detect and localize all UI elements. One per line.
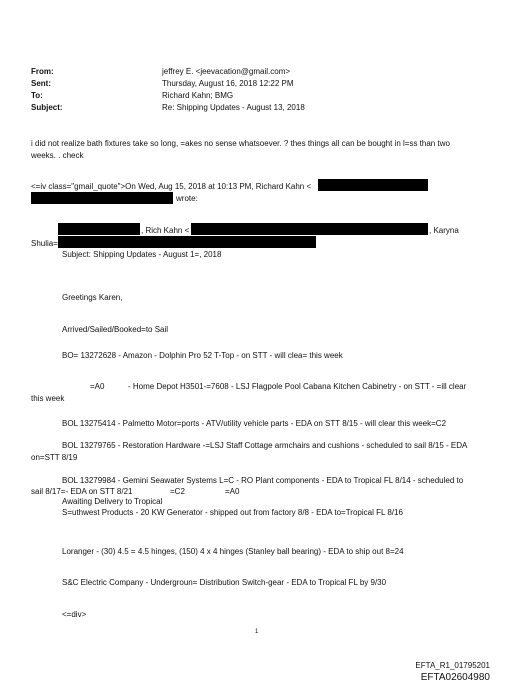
bol-line-4d: =A0 [225,487,240,496]
to-value: Richard Kahn; BMG [162,91,234,100]
bol-line-4a: BOL 13279984 - Gemini Seawater Systems L=C - RO Plant components - EDA to Tropical FL 8/14 - scheduled to [62,476,464,485]
quote-wrote: wrote: [176,194,198,203]
sent-value: Thursday, August 16, 2018 12:22 PM [162,79,294,88]
div-close: <=div> [62,610,87,619]
bol-line-3a: BOL 13279765 - Restoration Hardware -=LSJ Staff Cottage armchairs and cushions - scheduled to sail 8/15 - EDA [62,441,468,450]
quote-karyna: , Karyna [429,226,459,235]
this-week: this week [31,394,65,403]
reply-line-1: i did not realize bath fixtures take so long, =akes no sense whatsoever. ? thes things all can be bought in l=ss than two [31,139,450,148]
bol-line-2: BOL 13275414 - Palmetto Motor=ports - ATV/utility vehicle parts - EDA on STT 8/15 - will clear this week=C2 [62,419,447,428]
bol-line-4b: sail 8/17=- EDA on STT 8/21 [31,487,133,496]
from-value: jeffrey E. <jeevacation@gmail.com> [162,67,291,76]
reply-line-2: weeks. . check [31,151,84,160]
subject-value: Re: Shipping Updates - August 13, 2018 [162,103,305,112]
awaiting-heading: Awaiting Delivery to Tropical [62,497,163,506]
document-ref-1: EFTA_R1_01795201 [415,661,490,670]
southwest-line: S=uthwest Products - 20 KW Generator - shipped out from factory 8/8 - EDA to=Tropical FL 8/16 [62,508,403,517]
to-label: To: [31,91,43,100]
quote-subject: Subject: Shipping Updates - August 1=, 2018 [62,250,222,259]
from-label: From: [31,67,54,76]
sent-label: Sent: [31,79,51,88]
a0-marker: =A0 [90,382,105,391]
redaction-block [31,192,173,204]
bol-line-3b: on=STT 8/19 [31,453,78,462]
loranger-line: Loranger - (30) 4.5 = 4.5 hinges, (150) 4 x 4 hinges (Stanley ball bearing) - EDA to ship out 8=24 [62,547,404,556]
arrived-heading: Arrived/Sailed/Booked=to Sail [62,325,169,334]
bol-line-4c: =C2 [170,487,185,496]
home-depot-line: - Home Depot H3501-=7608 - LSJ Flagpole Pool Cabana Kitchen Cabinetry - on STT - =ill clear [128,382,467,391]
sc-electric-line: S&C Electric Company - Undergroun= Distribution Switch-gear - EDA to Tropical FL by 9/30 [62,578,387,587]
greeting: Greetings Karen, [62,293,123,302]
redaction-block [318,179,428,191]
quote-shulia: Shulia= [31,239,58,248]
redaction-block [58,236,316,248]
redaction-block [191,223,428,235]
redaction-block [58,223,140,235]
document-ref-2: EFTA02604980 [420,672,490,683]
quote-rich-kahn: , Rich Kahn < [141,226,190,235]
quote-intro: <=iv class="gmail_quote">On Wed, Aug 15, 2018 at 10:13 PM, Richard Kahn < [31,182,312,191]
page-number: 1 [255,629,259,635]
subject-label: Subject: [31,103,63,112]
bol-line-1: BO= 13272628 - Amazon - Dolphin Pro 52 T-Top - on STT - will clea= this week [62,351,343,360]
